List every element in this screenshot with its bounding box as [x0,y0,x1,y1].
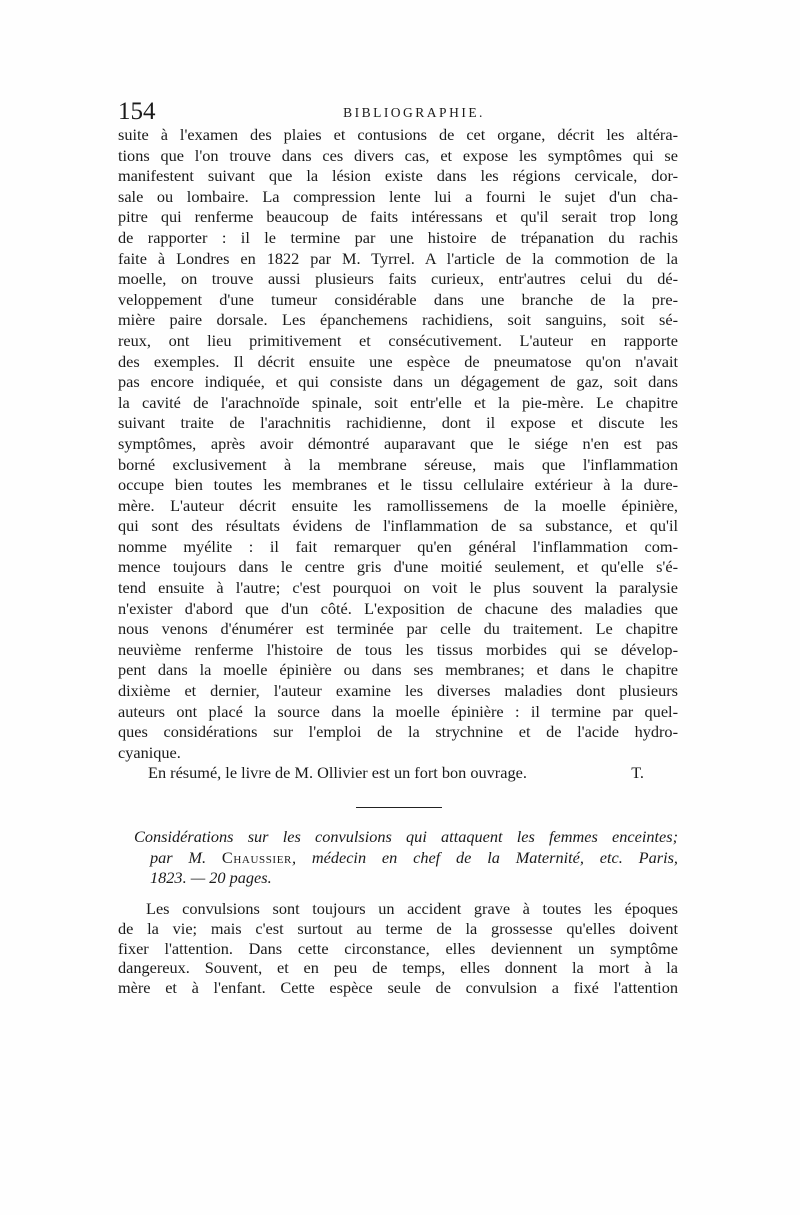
text-line: sale ou lombaire. La compression lente lui a fourni le sujet d'un cha- [118,186,678,206]
signature: T. [631,763,644,783]
book-citation [134,827,678,889]
text-line: tend ensuite à l'autre; c'est pourquoi on voit le plus souvent la paralysie [118,578,678,598]
citation-by: par M. [150,847,207,867]
text-line: cyanique. [118,742,181,762]
text-line: nomme myélite : il fait remarquer qu'en général l'inflammation com- [118,536,678,556]
text-line: mence toujours dans le centre gris d'une moitié seulement, et qu'elle s'é- [118,557,678,577]
closing-sentence: En résumé, le livre de M. Ollivier est un fort bon ouvrage. [148,763,527,783]
text-line: pitre qui renferme beaucoup de faits intéressans et qu'il serait trop long [118,207,678,227]
text-line: borné exclusivement à la membrane séreuse, mais que l'inflammation [118,454,678,474]
text-line: moelle, on trouve aussi plusieurs faits curieux, entr'autres celui du dé- [118,269,678,289]
text-line: pent dans la moelle épinière ou dans ses membranes; et dans le chapitre [118,660,678,680]
citation-date-line: 1823. — 20 pages. [150,868,272,888]
text-line: tions que l'on trouve dans ces divers cas, et expose les symptômes qui se [118,145,678,165]
citation-author-line [134,848,678,869]
text-line: la cavité de l'arachnoïde spinale, soit entr'elle et la pie-mère. Le chapitre [118,392,678,412]
text-line: ques considérations sur l'emploi de la strychnine et de l'acide hydro- [118,722,678,742]
citation-details: , médecin en chef de la Maternité, etc. Paris, [291,847,678,867]
main-text-block [118,125,678,784]
text-line: auteurs ont placé la source dans la moelle épinière : il termine par quel- [118,701,678,721]
page-number: 154 [118,98,156,125]
running-title: BIBLIOGRAPHIE. [343,105,485,120]
review-line: fixer l'attention. Dans cette circonstance, elles deviennent un symptôme [118,938,678,958]
text-line: reux, ont lieu primitivement et consécutivement. L'auteur en rapporte [118,330,678,350]
text-line: faite à Londres en 1822 par M. Tyrrel. A l'article de la commotion de la [118,248,678,268]
text-line: suivant traite de l'arachnitis rachidienne, dont il expose et discute les [118,413,678,433]
text-line: suite à l'examen des plaies et contusions de cet organe, décrit les altéra- [118,125,678,144]
text-line: qui sont des résultats évidens de l'inflammation de sa substance, et qu'il [118,516,678,536]
page-header [118,98,680,126]
text-line: n'exister d'abord que d'un côté. L'exposition de chacune des maladies que [118,598,678,618]
text-line: manifestent suivant que la lésion existe dans les régions cervicale, dor- [118,166,678,186]
text-line: symptômes, après avoir démontré auparavant que le siége n'en est pas [118,433,678,453]
closing-line [118,763,678,784]
text-line: mière paire dorsale. Les épanchemens rachidiens, soit sanguins, soit sé- [118,310,678,330]
review-text-block [118,899,678,998]
text-line: mère. L'auteur décrit ensuite les ramollissemens de la moelle épinière, [118,495,678,515]
text-line: de rapporter : il le termine par une histoire de trépanation du rachis [118,227,678,247]
text-line: pas encore indiquée, et qui consiste dans un dégagement de gaz, soit dans [118,372,678,392]
review-line: Les convulsions sont toujours un accident grave à toutes les époques [146,899,678,918]
text-line: dixième et dernier, l'auteur examine les diverses maladies dont plusieurs [118,681,678,701]
review-line: de la vie; mais c'est surtout au terme de la grossesse qu'elles doivent [118,918,678,938]
text-line: occupe bien toutes les membranes et le tissu cellulaire extérieur à la dure- [118,475,678,495]
text-line: des exemples. Il décrit ensuite une espèce de pneumatose qu'on n'avait [118,351,678,371]
citation-title-line: Considérations sur les convulsions qui attaquent les femmes enceintes; [134,827,678,846]
text-line: nous venons d'énumérer est terminée par celle du traitement. Le chapitre [118,619,678,639]
review-line: mère et à l'enfant. Cette espèce seule de convulsion a fixé l'attention [118,978,678,998]
section-divider [356,807,442,808]
citation-author: Chaussier [221,847,292,867]
text-line: veloppement d'une tumeur considérable dans une branche de la pre- [118,289,678,309]
text-line: neuvième renferme l'histoire de tous les tissus morbides qui se dévelop- [118,639,678,659]
review-line: dangereux. Souvent, et en peu de temps, elles donnent la mort à la [118,958,678,978]
